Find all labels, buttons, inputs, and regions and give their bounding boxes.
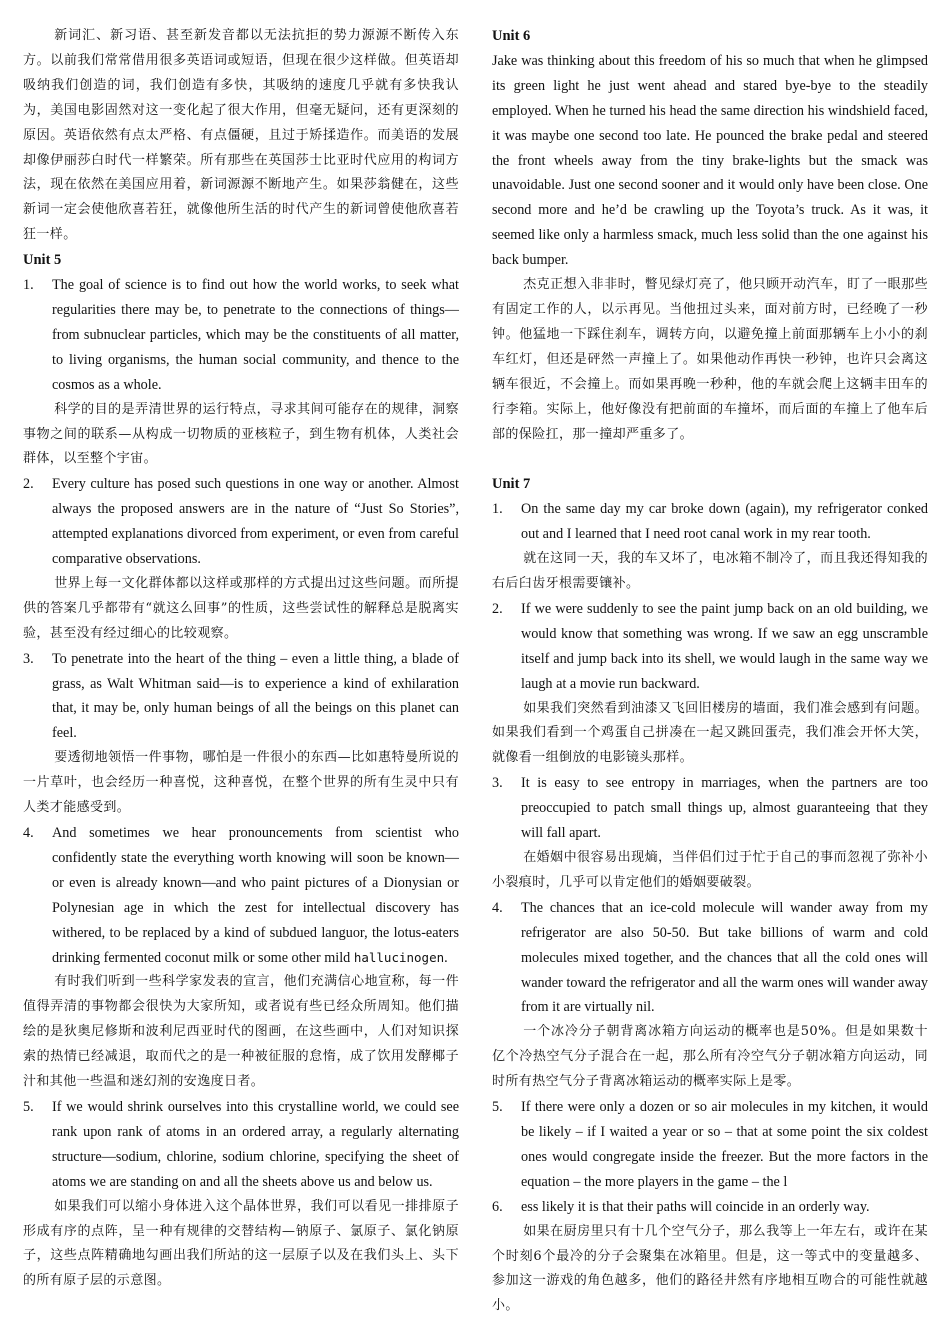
item-number: 4.: [23, 825, 34, 841]
item-number: 4.: [492, 899, 503, 916]
english-text: The chances that an ice-cold molecule will wander away from my refrigerator are also 50-50. But take billions of warm and cold molecules mixed together, and the chances that all the cold ones will wander toward the refrigerator and all the warm ones will wander away from it are virtually nil.: [521, 899, 928, 1016]
english-text-end: .: [444, 949, 448, 966]
chinese-translation: 一个冰冷分子朝背离冰箱方向运动的概率也是50%。但是如果数十亿个冷热空气分子混合在一起，那么所有冷空气分子朝冰箱方向运动，同时所有热空气分子背离冰箱运动的概率实际上是零。: [492, 1024, 928, 1090]
unit7-item-2: [492, 597, 928, 697]
section-spacer: [492, 447, 928, 472]
english-text: If we would shrink ourselves into this crystalline world, we could see rank upon rank of atoms in an ordered array, a regularly alternating structure—sodium, chlorine, sodium chlorine, specifying the sheet of atoms we are standing on and all the sheets above us and below us.: [52, 1098, 459, 1190]
unit7-item-6: [492, 1195, 928, 1220]
english-text: ess likely it is that their paths will coincide in an orderly way.: [521, 1198, 870, 1215]
english-text: The goal of science is to find out how the world works, to seek what regularities there may be, to penetrate to the connections of things—from subnuclear particles, which may be the constituents of all matter, to living organisms, the human social community, and thence to the cosmos as a whole.: [52, 277, 459, 393]
intro-chinese-paragraph: 新词汇、新习语、甚至新发音都以无法抗拒的势力源源不断传入东方。以前我们常常借用很多英语词或短语，但现在很少这样做。但英语却吸纳我们创造的词，我们创造有多快，其吸纳的速度几乎就有多快我认为，美国电影固然对这一变化起了很大作用，但毫无疑问，还有更深刻的原因。英语依然有点太严格、有点僵硬，且过于矫揉造作。而美语的发展却像伊丽莎白时代一样繁荣。所有那些在英国莎士比亚时代应用的构词方法，现在依然在美国应用着，新词源源不断地产生。如果莎翁健在，这些新词一定会使他欣喜若狂，就像他所生活的时代产生的新词曾使他欣喜若狂一样。: [23, 28, 459, 243]
english-text: Every culture has posed such questions in one way or another. Almost always the proposed answers are in the nature of “Just So Stories”, attempted explanations divorced from experiment, or even from careful comparative observations.: [52, 476, 459, 568]
unit5-item-3: [23, 647, 459, 747]
unit7-item-4: [492, 896, 928, 1021]
unit5-item-4: [23, 821, 459, 970]
chinese-translation: 就在这同一天，我的车又坏了，电冰箱不制冷了，而且我还得知我的右后臼齿牙根需要镶补。: [492, 551, 928, 592]
english-text-part: And sometimes we hear pronouncements from scientist who confidently state the everything worth knowing will soon be known—or even is already known—and who paint pictures of a Dionysian or Polynesian age in which the zest for intellectual discovery has withered, to be replaced by a kind of subdued languor, the lotus-eaters drinking fermented coconut milk or some other mild: [52, 825, 459, 966]
item-number: 3.: [23, 650, 34, 667]
item-number: 1.: [23, 277, 34, 294]
english-text: It is easy to see entropy in marriages, when the partners are too preoccupied to patch small things up, almost guaranteeing that they will fall apart.: [521, 775, 928, 842]
chinese-translation: 如果我们突然看到油漆又飞回旧楼房的墙面，我们准会感到有问题。如果我们看到一个鸡蛋自己拼凑在一起又跳回蛋壳，我们准会开怀大笑，就像看一组倒放的电影镜头那样。: [492, 700, 928, 766]
unit7-item-3: [492, 771, 928, 846]
item-number: 5.: [492, 1099, 503, 1116]
english-text: On the same day my car broke down (again), my refrigerator conked out and I learned that I need root canal work in my rear tooth.: [521, 501, 928, 543]
chinese-translation: 世界上每一文化群体都以这样或那样的方式提出过这些问题。而所提供的答案几乎都带有“就这么回事”的性质，这些尝试性的解释总是脱离实验，甚至没有经过细心的比较观察。: [23, 575, 459, 641]
item-number: 2.: [492, 600, 503, 617]
english-text-monospace-word: hallucinogen: [353, 949, 445, 965]
unit5-heading: Unit 5: [23, 252, 62, 269]
unit5-item-5: [23, 1095, 459, 1195]
chinese-translation: 在婚姻中很容易出现熵，当伴侣们过于忙于自己的事而忽视了弥补小小裂痕时，几乎可以肯定他们的婚姻要破裂。: [492, 850, 928, 890]
chinese-translation: 有时我们听到一些科学家发表的宣言，他们充满信心地宣称，每一件值得弄清的事物都会很快为大家所知，或者说有些已经众所周知。他们描绘的是狄奥尼修斯和波利尼西亚时代的图画，在这些画中，人们对知识探索的热情已经减退，取而代之的是一种被征服的怠惰，成了饮用发酵椰子汁和其他一些温和迷幻剂的安逸度日者。: [23, 974, 459, 1090]
unit7-heading: Unit 7: [492, 476, 531, 493]
unit5-item-2: [23, 472, 459, 572]
chinese-translation: 科学的目的是弄清世界的运行特点，寻求其间可能存在的规律，洞察事物之间的联系—从构成一切物质的亚核粒子，到生物有机体，人类社会群体，以至整个宇宙。: [23, 401, 459, 467]
unit7-item-5: [492, 1095, 928, 1195]
unit5-item-1: [23, 273, 459, 398]
item-number: 6.: [492, 1198, 503, 1215]
item-number: 5.: [23, 1098, 34, 1115]
left-column: [23, 24, 459, 1294]
unit6-heading: Unit 6: [492, 28, 531, 44]
unit7-item-1: [492, 497, 928, 547]
english-text: To penetrate into the heart of the thing – even a little thing, a blade of grass, as Walt Whitman said—is to experience a kind of exhilaration that, it may be, only human beings of all the beings on this planet can feel.: [52, 650, 459, 742]
item-number: 2.: [23, 476, 34, 493]
english-text: If we were suddenly to see the paint jump back on an old building, we would know that something was wrong. If we saw an egg unscramble itself and jump back into its shell, we would laugh in the same way we laugh at a movie run backward.: [521, 600, 928, 692]
chinese-translation: 如果我们可以缩小身体进入这个晶体世界，我们可以看见一排排原子形成有序的点阵，呈一种有规律的交替结构—钠原子、氯原子、氯化钠原子，这些点阵精确地勾画出我们所站的这一层原子以及在我们头上、头下的所有原子层的示意图。: [23, 1198, 459, 1289]
right-column: [492, 24, 928, 1319]
english-text: [52, 821, 459, 970]
chinese-translation: 如果在厨房里只有十几个空气分子，那么我等上一年左右，或许在某个时刻6个最冷的分子会聚集在冰箱里。但是，这一等式中的变量越多、参加这一游戏的角色越多，他们的路径井然有序地相互吻合的可能性就越小。: [492, 1223, 928, 1314]
unit6-english-paragraph: Jake was thinking about this freedom of his so much that when he glimpsed its green light he just went ahead and stared bye-bye to the steadily employed. When he turned his head the same direction his windshield faced, it was maybe one second too late. He pounced the brake pedal and steered the front wheels away from the tiny brake-lights but the smack was unavoidable. Just one second sooner and it would only have been close. One second more and he’d be crawling up the Toyota’s truck. As it was, it seemed like only a harmless smack, much less solid than the one against his back bumper.: [492, 52, 928, 269]
item-number: 1.: [492, 501, 503, 518]
unit6-chinese-paragraph: 杰克正想入非非时，瞥见绿灯亮了，他只顾开动汽车，盯了一眼那些有固定工作的人，以示再见。当他扭过头来，面对前方时，已经晚了一秒钟。他猛地一下踩住刹车，调转方向，以避免撞上前面那辆车上小小的刹车红灯，但还是砰然一声撞上了。如果他动作再快一秒钟，也许只会离这辆车很近，不会撞上。而如果再晚一秒种，他的车就会爬上这辆丰田车的行李箱。实际上，他好像没有把前面的车撞坏，而后面的车撞上了他车后部的保险扛，那一撞却严重多了。: [492, 277, 928, 442]
item-number: 3.: [492, 775, 503, 792]
english-text: If there were only a dozen or so air molecules in my kitchen, it would be likely – if I waited a year or so – that at some point the six coldest ones would congregate inside the freezer. But the more factors in the equation – the more players in the game – the l: [521, 1099, 928, 1190]
chinese-translation: 要透彻地领悟一件事物，哪怕是一件很小的东西—比如惠特曼所说的一片草叶，也会经历一种喜悦，这种喜悦，在整个世界的所有生灵中只有人类才能感受到。: [23, 750, 459, 816]
